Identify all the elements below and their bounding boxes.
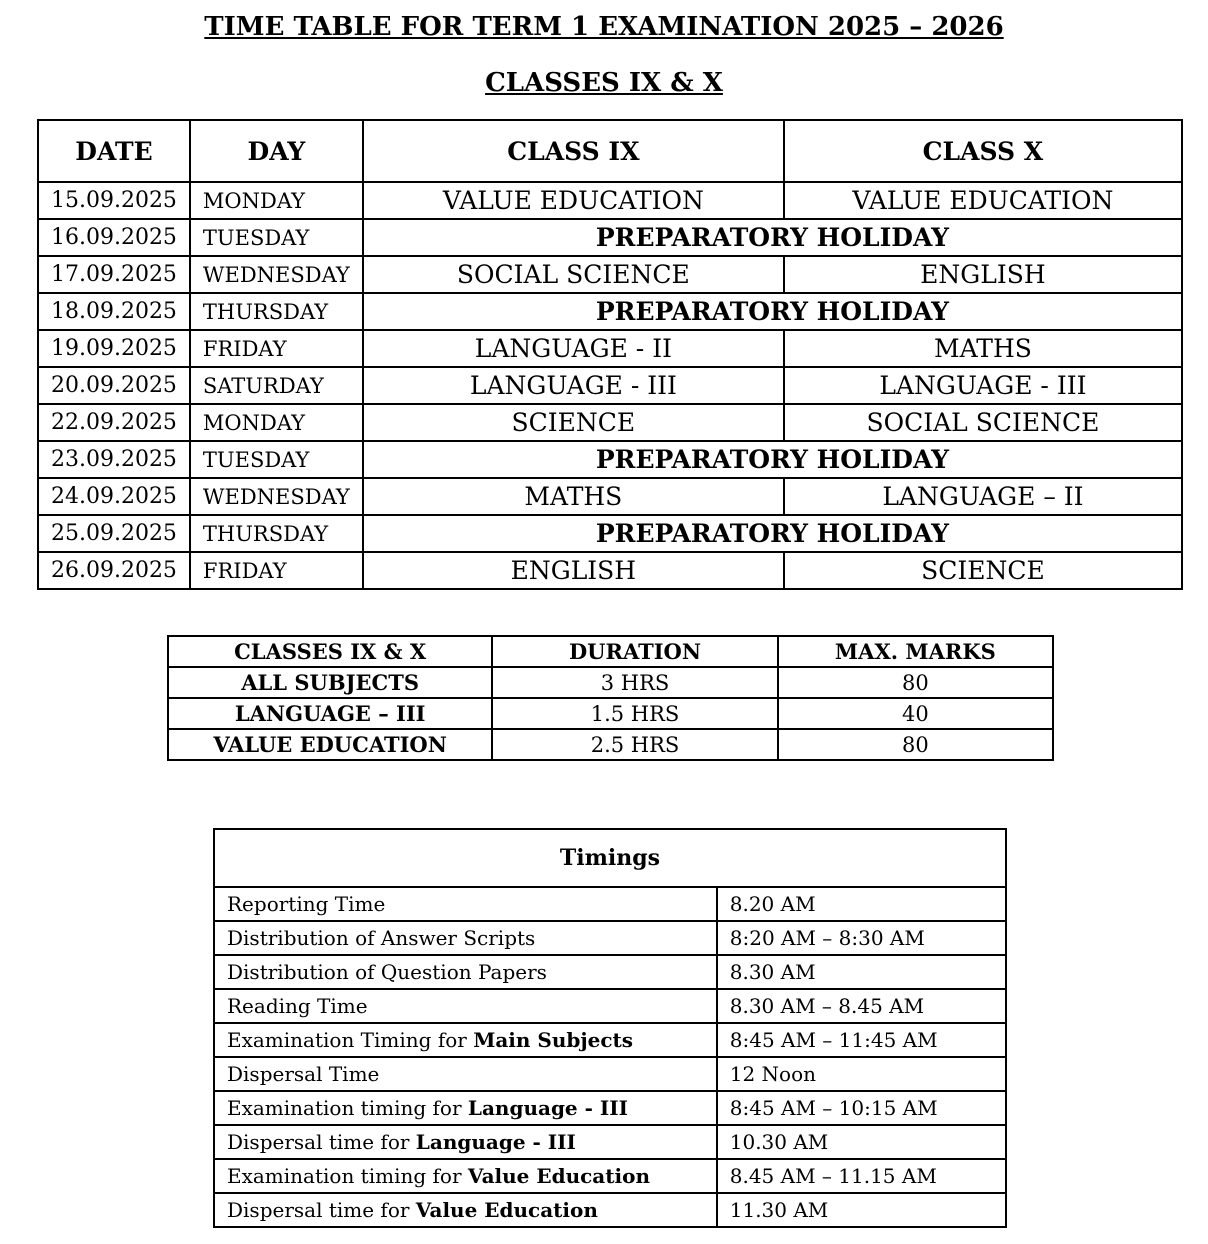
table-row (214, 1193, 1006, 1227)
table-row (38, 404, 1182, 441)
table-row (214, 955, 1006, 989)
marks-cell: 80 (778, 729, 1053, 760)
timing-label: Dispersal time for Value Education (214, 1193, 717, 1227)
timing-label: Dispersal Time (214, 1057, 717, 1091)
table-row (38, 256, 1182, 293)
timing-label: Reporting Time (214, 887, 717, 921)
page-subtitle: CLASSES IX & X (485, 68, 723, 98)
day-cell: THURSDAY (190, 515, 363, 552)
table-row (168, 698, 1053, 729)
timing-value: 8.30 AM (717, 955, 1006, 989)
class-x-subject: LANGUAGE – II (784, 478, 1182, 515)
table-row (38, 441, 1182, 478)
day-cell: TUESDAY (190, 219, 363, 256)
class-ix-subject: LANGUAGE - III (363, 367, 784, 404)
header-classes: CLASSES IX & X (168, 636, 492, 667)
timing-label: Distribution of Question Papers (214, 955, 717, 989)
class-ix-subject: LANGUAGE - II (363, 330, 784, 367)
class-ix-subject: ENGLISH (363, 552, 784, 589)
class-x-subject: VALUE EDUCATION (784, 182, 1182, 219)
table-row (38, 330, 1182, 367)
class-ix-subject: MATHS (363, 478, 784, 515)
day-cell: THURSDAY (190, 293, 363, 330)
duration-cell: 1.5 HRS (492, 698, 777, 729)
marks-cell: 40 (778, 698, 1053, 729)
table-row (214, 1057, 1006, 1091)
date-cell: 16.09.2025 (38, 219, 190, 256)
holiday-cell: PREPARATORY HOLIDAY (363, 293, 1182, 330)
duration-cell: 3 HRS (492, 667, 777, 698)
timings-header: Timings (214, 829, 1006, 887)
day-cell: MONDAY (190, 182, 363, 219)
table-row (38, 515, 1182, 552)
timing-label: Examination timing for Value Education (214, 1159, 717, 1193)
table-row (38, 293, 1182, 330)
timing-value: 8:45 AM – 10:15 AM (717, 1091, 1006, 1125)
day-cell: WEDNESDAY (190, 256, 363, 293)
table-row (38, 219, 1182, 256)
table-row (214, 1091, 1006, 1125)
day-cell: FRIDAY (190, 552, 363, 589)
timing-label: Examination timing for Language - III (214, 1091, 717, 1125)
timing-value: 8.45 AM – 11.15 AM (717, 1159, 1006, 1193)
header-class-ix: CLASS IX (363, 120, 784, 182)
timing-value: 8:45 AM – 11:45 AM (717, 1023, 1006, 1057)
timing-value: 11.30 AM (717, 1193, 1006, 1227)
duration-table (167, 635, 1054, 761)
date-cell: 22.09.2025 (38, 404, 190, 441)
header-max-marks: MAX. MARKS (778, 636, 1053, 667)
class-x-subject: SOCIAL SCIENCE (784, 404, 1182, 441)
class-x-subject: LANGUAGE - III (784, 367, 1182, 404)
page-title: TIME TABLE FOR TERM 1 EXAMINATION 2025 – 2026 (204, 12, 1004, 42)
timing-label: Examination Timing for Main Subjects (214, 1023, 717, 1057)
header-day: DAY (190, 120, 363, 182)
timing-value: 8.20 AM (717, 887, 1006, 921)
timing-label: Reading Time (214, 989, 717, 1023)
header-duration: DURATION (492, 636, 777, 667)
date-cell: 26.09.2025 (38, 552, 190, 589)
holiday-cell: PREPARATORY HOLIDAY (363, 515, 1182, 552)
table-row (214, 1023, 1006, 1057)
class-x-subject: ENGLISH (784, 256, 1182, 293)
timings-header-row (214, 829, 1006, 887)
table-row (38, 552, 1182, 589)
timing-label: Dispersal time for Language - III (214, 1125, 717, 1159)
timing-label: Distribution of Answer Scripts (214, 921, 717, 955)
date-cell: 15.09.2025 (38, 182, 190, 219)
table-row (214, 989, 1006, 1023)
table-row (168, 667, 1053, 698)
duration-header-row (168, 636, 1053, 667)
day-cell: SATURDAY (190, 367, 363, 404)
subject-cell: VALUE EDUCATION (168, 729, 492, 760)
timing-value: 8:20 AM – 8:30 AM (717, 921, 1006, 955)
table-row (38, 478, 1182, 515)
date-cell: 23.09.2025 (38, 441, 190, 478)
date-cell: 20.09.2025 (38, 367, 190, 404)
subject-cell: LANGUAGE – III (168, 698, 492, 729)
timing-value: 8.30 AM – 8.45 AM (717, 989, 1006, 1023)
timings-table (213, 828, 1007, 1228)
table-row (214, 887, 1006, 921)
day-cell: WEDNESDAY (190, 478, 363, 515)
date-cell: 25.09.2025 (38, 515, 190, 552)
table-row (214, 921, 1006, 955)
marks-cell: 80 (778, 667, 1053, 698)
table-row (38, 182, 1182, 219)
class-x-subject: SCIENCE (784, 552, 1182, 589)
exam-timetable (37, 119, 1183, 590)
class-ix-subject: VALUE EDUCATION (363, 182, 784, 219)
day-cell: FRIDAY (190, 330, 363, 367)
day-cell: MONDAY (190, 404, 363, 441)
header-date: DATE (38, 120, 190, 182)
date-cell: 24.09.2025 (38, 478, 190, 515)
day-cell: TUESDAY (190, 441, 363, 478)
holiday-cell: PREPARATORY HOLIDAY (363, 441, 1182, 478)
table-row (168, 729, 1053, 760)
header-class-x: CLASS X (784, 120, 1182, 182)
timetable-header-row (38, 120, 1182, 182)
class-ix-subject: SCIENCE (363, 404, 784, 441)
date-cell: 18.09.2025 (38, 293, 190, 330)
timing-value: 10.30 AM (717, 1125, 1006, 1159)
class-x-subject: MATHS (784, 330, 1182, 367)
date-cell: 19.09.2025 (38, 330, 190, 367)
holiday-cell: PREPARATORY HOLIDAY (363, 219, 1182, 256)
date-cell: 17.09.2025 (38, 256, 190, 293)
class-ix-subject: SOCIAL SCIENCE (363, 256, 784, 293)
table-row (214, 1125, 1006, 1159)
duration-cell: 2.5 HRS (492, 729, 777, 760)
table-row (38, 367, 1182, 404)
table-row (214, 1159, 1006, 1193)
timing-value: 12 Noon (717, 1057, 1006, 1091)
subject-cell: ALL SUBJECTS (168, 667, 492, 698)
